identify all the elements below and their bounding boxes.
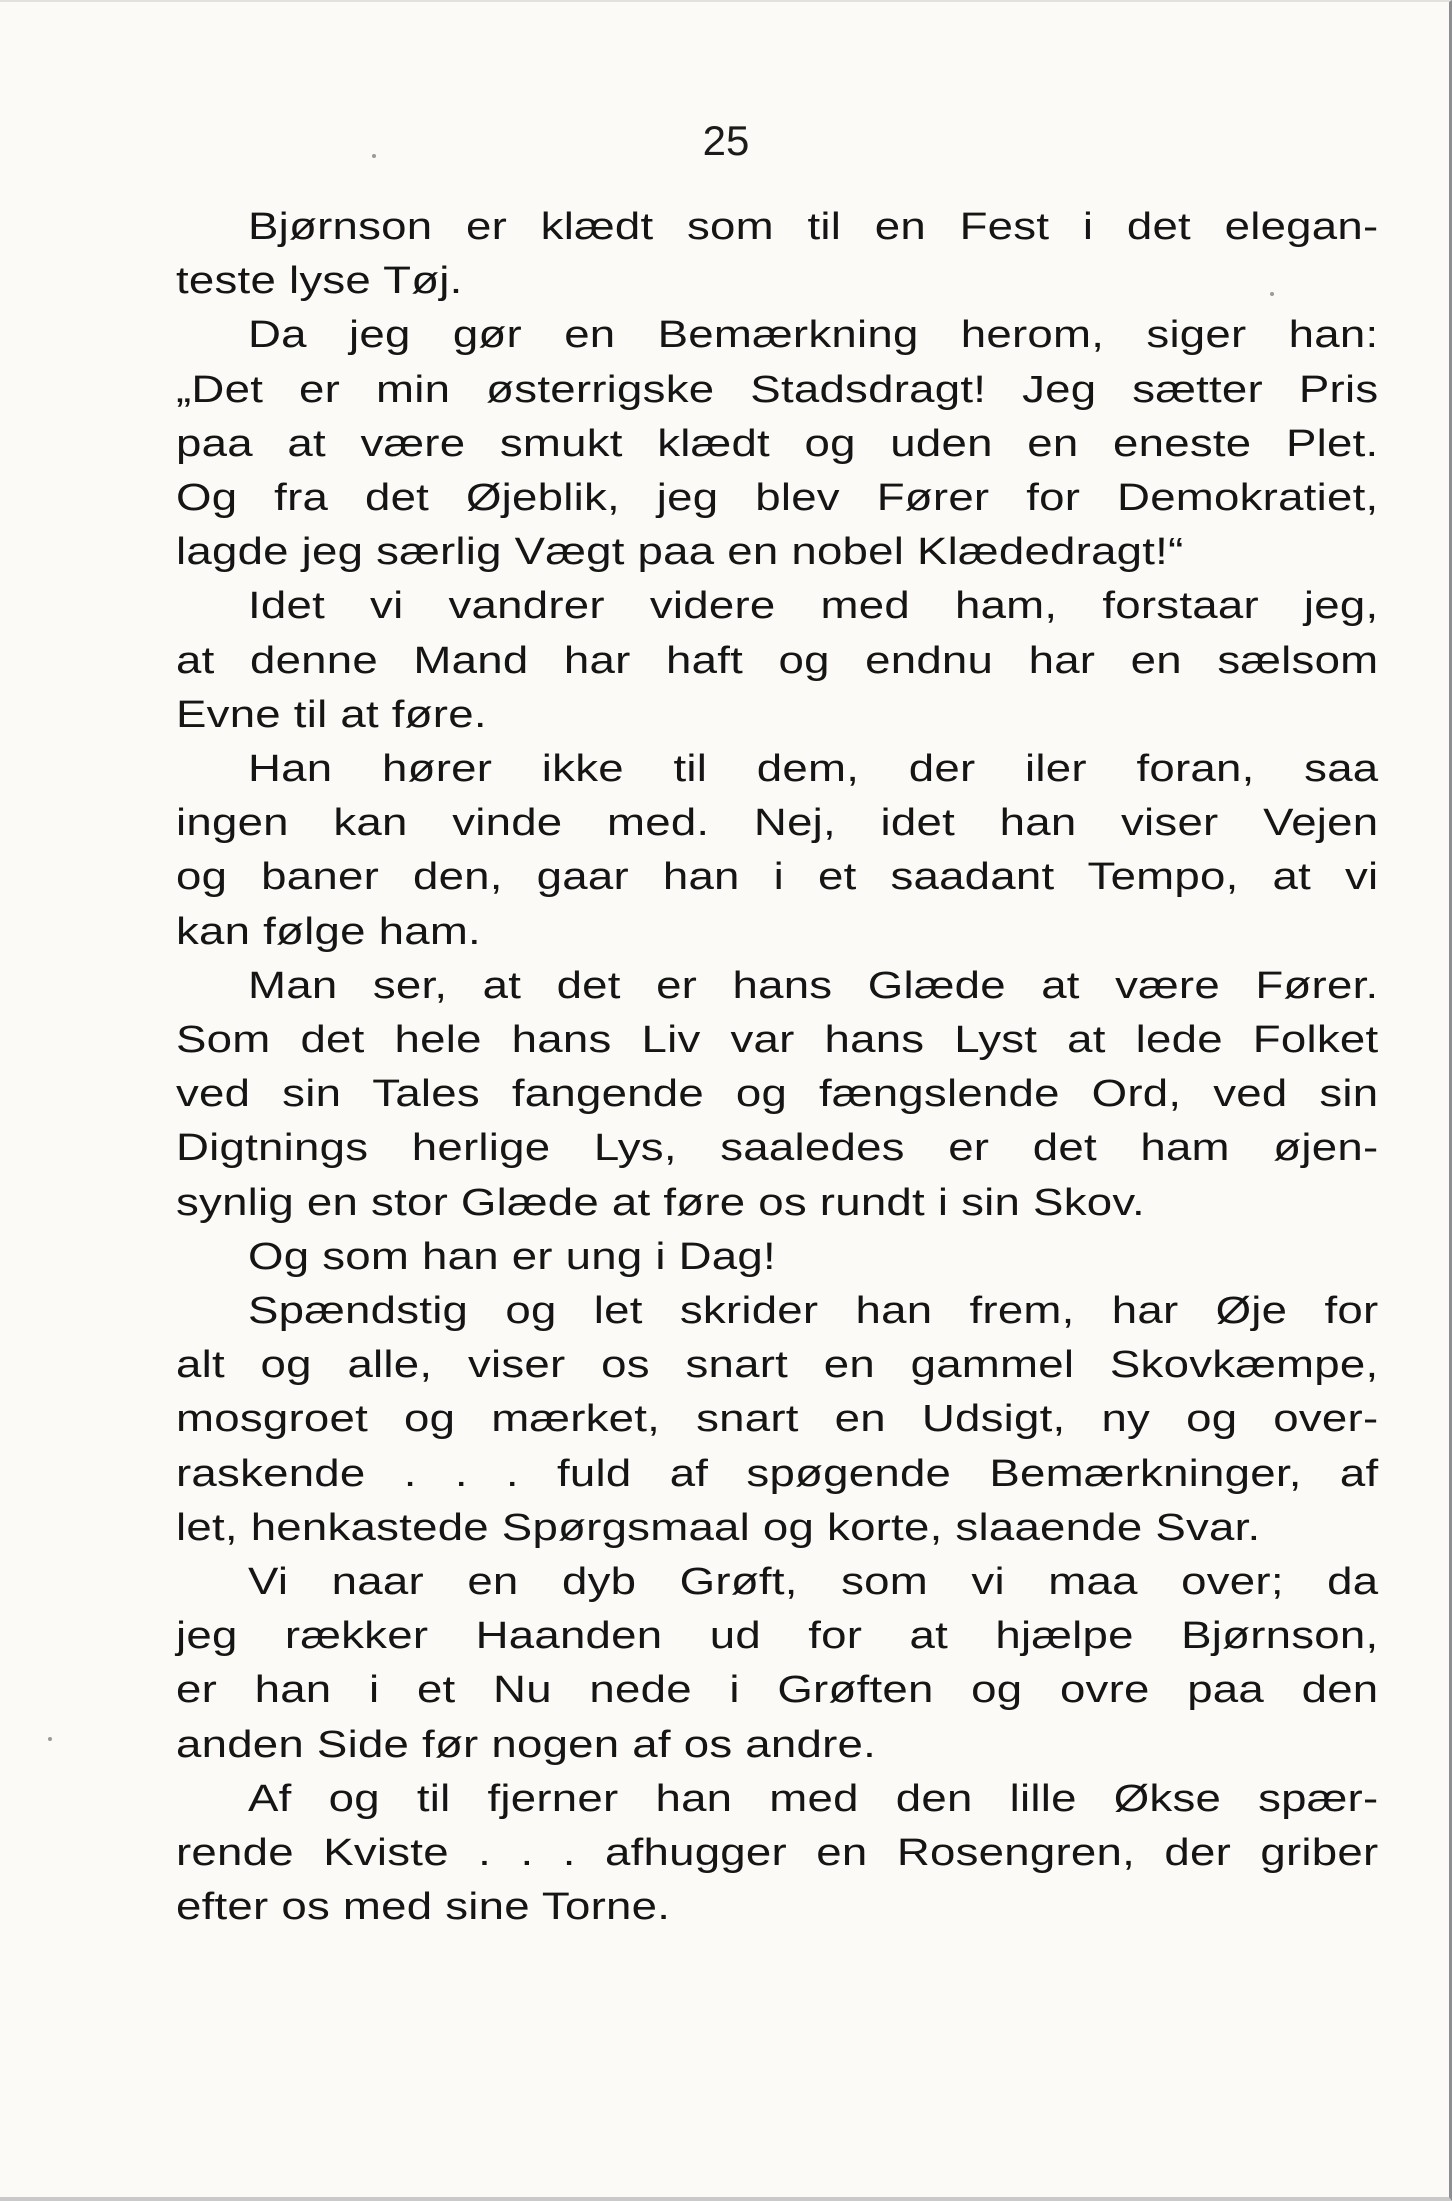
text-line: ingen kan vinde med. Nej, idet han viser Vejen <box>176 802 1379 845</box>
paragraph <box>176 308 1378 579</box>
text-line: Og fra det Øjeblik, jeg blev Fører for Demokratiet, <box>176 477 1379 520</box>
text-line: teste lyse Tøj. <box>176 260 463 303</box>
text-line: og baner den, gaar han i et saadant Tempo, at vi <box>176 856 1379 899</box>
text-line: „Det er min østerrigske Stadsdragt! Jeg sætter Pris <box>176 368 1379 411</box>
text-line: kan følge ham. <box>176 910 481 953</box>
paragraph <box>176 959 1378 1230</box>
text-line: alt og alle, viser os snart en gammel Skovkæmpe, <box>176 1344 1379 1387</box>
text-line: efter os med sine Torne. <box>176 1886 671 1929</box>
text-line: Han hører ikke til dem, der iler foran, saa <box>248 748 1379 791</box>
text-line: Som det hele hans Liv var hans Lyst at lede Folket <box>176 1019 1379 1062</box>
text-line: Digtnings herlige Lys, saaledes er det ham øjen- <box>176 1127 1379 1170</box>
text-line: Spændstig og let skrider han frem, har Øje for <box>248 1290 1379 1333</box>
text-line: Evne til at føre. <box>176 693 487 736</box>
text-line: at denne Mand har haft og endnu har en sælsom <box>176 639 1379 682</box>
text-line: ved sin Tales fangende og fængslende Ord, ved sin <box>176 1073 1379 1116</box>
text-line: Bjørnson er klædt som til en Fest i det elegan- <box>248 206 1379 248</box>
text-line: jeg rækker Haanden ud for at hjælpe Bjørnson, <box>176 1615 1379 1658</box>
text-line: anden Side før nogen af os andre. <box>176 1723 877 1766</box>
text-line: Og som han er ung i Dag! <box>248 1235 776 1278</box>
paragraph <box>176 1230 1378 1284</box>
text-line: lagde jeg særlig Vægt paa en nobel Klædedragt!“ <box>176 531 1184 574</box>
paragraph <box>176 579 1378 742</box>
text-line: Da jeg gør en Bemærkning herom, siger han: <box>248 314 1379 357</box>
text-line: Idet vi vandrer videre med ham, forstaar jeg, <box>248 585 1379 628</box>
paragraph <box>176 1772 1378 1935</box>
page-number: 25 <box>702 117 750 164</box>
paper-speck <box>48 1737 52 1741</box>
text-line: er han i et Nu nede i Grøften og ovre paa den <box>176 1669 1379 1712</box>
text-line: Man ser, at det er hans Glæde at være Fører. <box>248 964 1379 1007</box>
text-line: rende Kviste . . . afhugger en Rosengren, der griber <box>176 1832 1379 1875</box>
paragraph <box>176 200 1378 308</box>
text-line: paa at være smukt klædt og uden en eneste Plet. <box>176 422 1379 465</box>
paragraph <box>176 742 1378 959</box>
paragraph <box>176 1284 1378 1555</box>
text-line: Vi naar en dyb Grøft, som vi maa over; da <box>248 1561 1379 1604</box>
text-line: let, henkastede Spørgsmaal og korte, slaaende Svar. <box>176 1506 1261 1549</box>
text-line: Af og til fjerner han med den lille Økse spær- <box>248 1777 1379 1820</box>
text-line: synlig en stor Glæde at føre os rundt i sin Skov. <box>176 1181 1145 1224</box>
paragraph <box>176 1555 1378 1772</box>
body-text <box>176 200 1378 1935</box>
text-line: mosgroet og mærket, snart en Udsigt, ny og over- <box>176 1398 1379 1441</box>
text-line: raskende . . . fuld af spøgende Bemærkninger, af <box>176 1452 1379 1495</box>
